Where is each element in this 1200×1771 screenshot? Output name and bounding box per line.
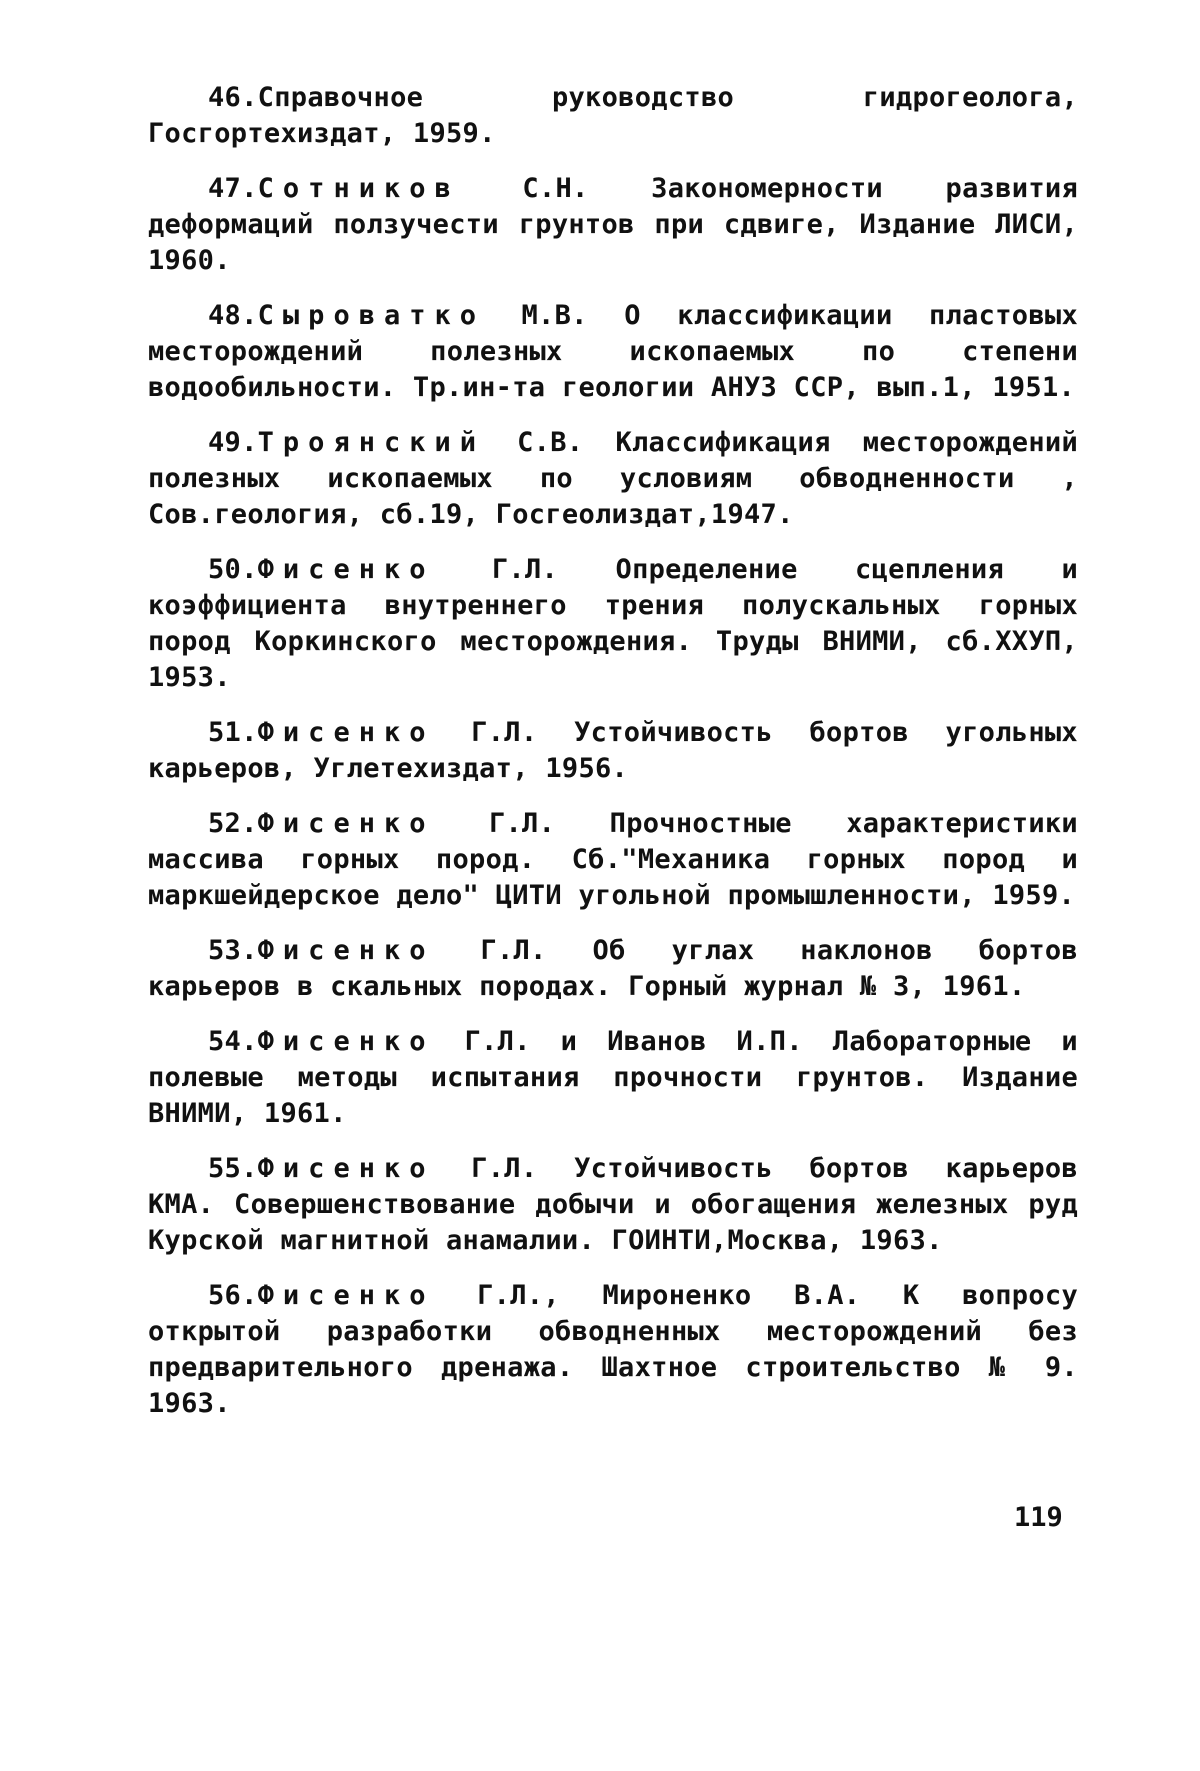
- page-number: 119: [1014, 1502, 1063, 1533]
- reference-text: Г.Л. Устойчивость бортов карьеров КМА. Совершенствование добычи и обогащения железных руд Курской магнитной анамалии. ГОИНТИ,Москва, 1963.: [148, 1153, 1078, 1256]
- reference-author: Фисенко: [257, 554, 435, 585]
- reference-text: Г.Л. Определение сцепления и коэффициента внутреннего трения полускальных горных пород Коркинского месторождения. Труды ВНИМИ, сб.XXУП, 1953.: [148, 554, 1078, 693]
- reference-item-54: [148, 1024, 1078, 1132]
- reference-number: 52.: [208, 808, 258, 839]
- reference-item-56: [148, 1278, 1078, 1422]
- reference-author: Фисенко: [257, 717, 435, 748]
- reference-number: 50.: [208, 554, 258, 585]
- reference-text: Г.Л. Устойчивость бортов угольных карьеров, Углетехиздат, 1956.: [148, 717, 1078, 784]
- reference-text: С.Н. Закономерности развития деформаций ползучести грунтов при сдвиге, Издание ЛИСИ, 1960.: [148, 173, 1078, 276]
- reference-author: Троянский: [257, 427, 485, 458]
- reference-list: [148, 80, 1078, 1441]
- reference-number: 46.: [208, 82, 258, 113]
- reference-number: 55.: [208, 1153, 258, 1184]
- reference-item-49: [148, 425, 1078, 533]
- reference-number: 54.: [208, 1026, 258, 1057]
- reference-item-52: [148, 806, 1078, 914]
- reference-text: Г.Л., Мироненко В.А. К вопросу открытой разработки обводненных месторождений без предварительного дренажа. Шахтное строительство № 9. 1963.: [148, 1280, 1078, 1419]
- reference-text: М.В. О классификации пластовых месторождений полезных ископаемых по степени водообильности. Тр.ин-та геологии АНУЗ ССР, вып.1, 1951.: [148, 300, 1078, 403]
- reference-text: Г.Л. Об углах наклонов бортов карьеров в скальных породах. Горный журнал № 3, 1961.: [148, 935, 1078, 1002]
- reference-item-48: [148, 298, 1078, 406]
- reference-author: Фисенко: [257, 808, 435, 839]
- reference-author: Фисенко: [257, 1280, 435, 1311]
- reference-number: 56.: [208, 1280, 258, 1311]
- reference-item-46: [148, 80, 1078, 152]
- reference-number: 47.: [208, 173, 258, 204]
- reference-item-50: [148, 552, 1078, 696]
- reference-number: 48.: [208, 300, 258, 331]
- reference-author: Фисенко: [257, 1026, 435, 1057]
- reference-number: 49.: [208, 427, 258, 458]
- reference-text: С.В. Классификация месторождений полезных ископаемых по условиям обводненности , Сов.геология, сб.19, Госгеолиздат,1947.: [148, 427, 1078, 530]
- reference-author: Фисенко: [257, 935, 435, 966]
- reference-author: Сыроватко: [257, 300, 485, 331]
- reference-item-47: [148, 171, 1078, 279]
- reference-author: Фисенко: [257, 1153, 435, 1184]
- reference-number: 51.: [208, 717, 258, 748]
- reference-item-51: [148, 715, 1078, 787]
- reference-item-53: [148, 933, 1078, 1005]
- reference-text: Г.Л. Прочностные характеристики массива горных пород. Сб."Механика горных пород и маркшейдерское дело" ЦИТИ угольной промышленности, 1959.: [148, 808, 1078, 911]
- reference-item-55: [148, 1151, 1078, 1259]
- reference-text: Г.Л. и Иванов И.П. Лабораторные и полевые методы испытания прочности грунтов. Издание ВНИМИ, 1961.: [148, 1026, 1078, 1129]
- reference-number: 53.: [208, 935, 258, 966]
- reference-author: Сотников: [257, 173, 460, 204]
- reference-text: Справочное руководство гидрогеолога, Госгортехиздат, 1959.: [148, 82, 1078, 149]
